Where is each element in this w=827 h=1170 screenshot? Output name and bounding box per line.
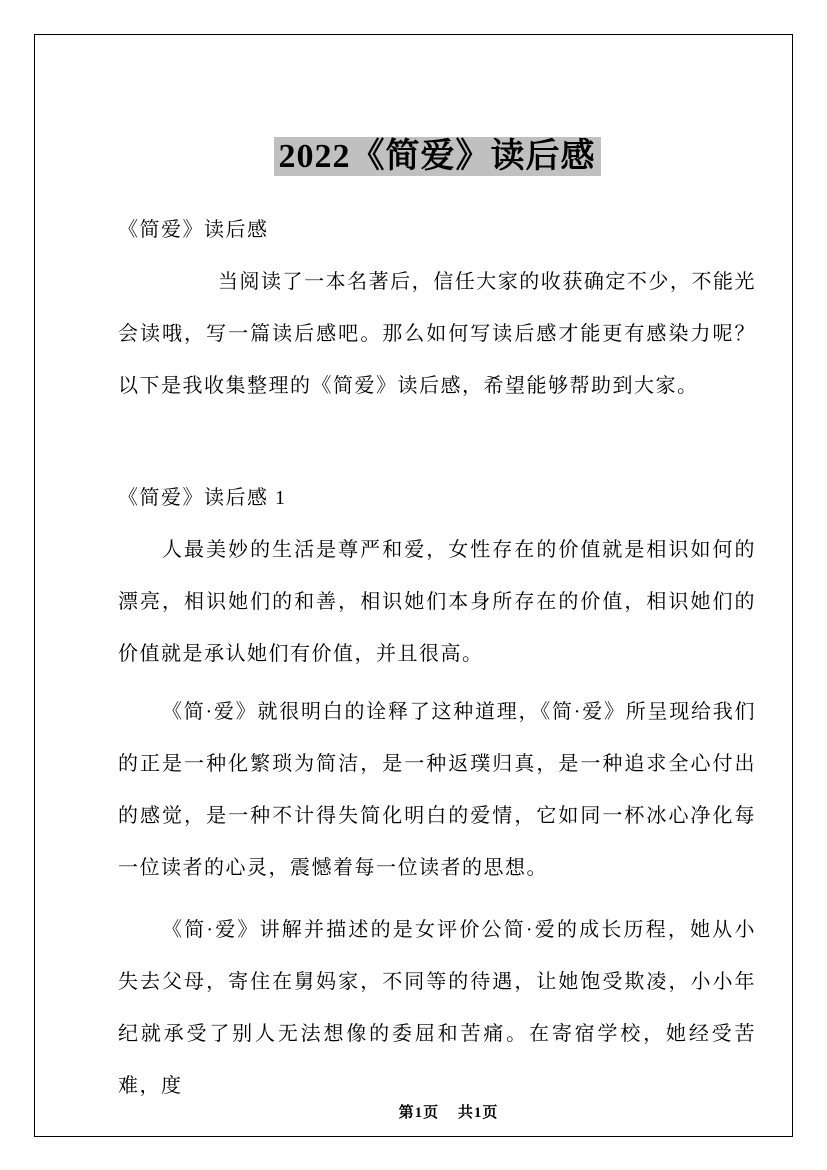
paragraph-body-3: 《简·爱》讲解并描述的是女评价公简·爱的成长历程，她从小失去父母，寄住在舅妈家，不同等的待遇，让她饱受欺凌，小小年纪就承受了别人无法想像的委屈和苦痛。在寄宿学校，她经受苦难，度 xyxy=(118,919,756,1097)
document-title-highlighted-text: 2022《简爱》读后感 xyxy=(274,137,601,176)
paragraph-body-2: 《简·爱》就很明白的诠释了这种道理，《简·爱》所呈现给我们的正是一种化繁琐为简洁，是一种返璞归真，是一种追求全心付出的感觉，是一种不计得失简化明白的爱情，它如同一杯冰心净化每一位读者的心灵，震憾着每一位读者的思想。 xyxy=(118,701,756,879)
document-body xyxy=(118,117,756,1112)
paragraph-body-1: 人最美妙的生活是尊严和爱，女性存在的价值就是相识如何的漂亮，相识她们的和善，相识她们本身所存在的价值，相识她们的价值就是承认她们有价值，并且很高。 xyxy=(118,539,756,665)
document-title xyxy=(118,135,756,179)
document-subtitle: 《简爱》读后感 xyxy=(118,219,269,241)
page-footer xyxy=(69,1101,827,1125)
total-pages-label: 共1页 xyxy=(457,1105,499,1121)
document-page xyxy=(34,34,793,1137)
section-heading: 《简爱》读后感 1 xyxy=(118,487,287,509)
blank-line-spacer xyxy=(118,412,756,472)
paragraph-intro: 当阅读了一本名著后，信任大家的收获确定不少，不能光会读哦，写一篇读后感吧。那么如何写读后感才能更有感染力呢？以下是我收集整理的《简爱》读后感，希望能够帮助到大家。 xyxy=(118,271,756,397)
current-page-label: 第1页 xyxy=(398,1105,440,1121)
